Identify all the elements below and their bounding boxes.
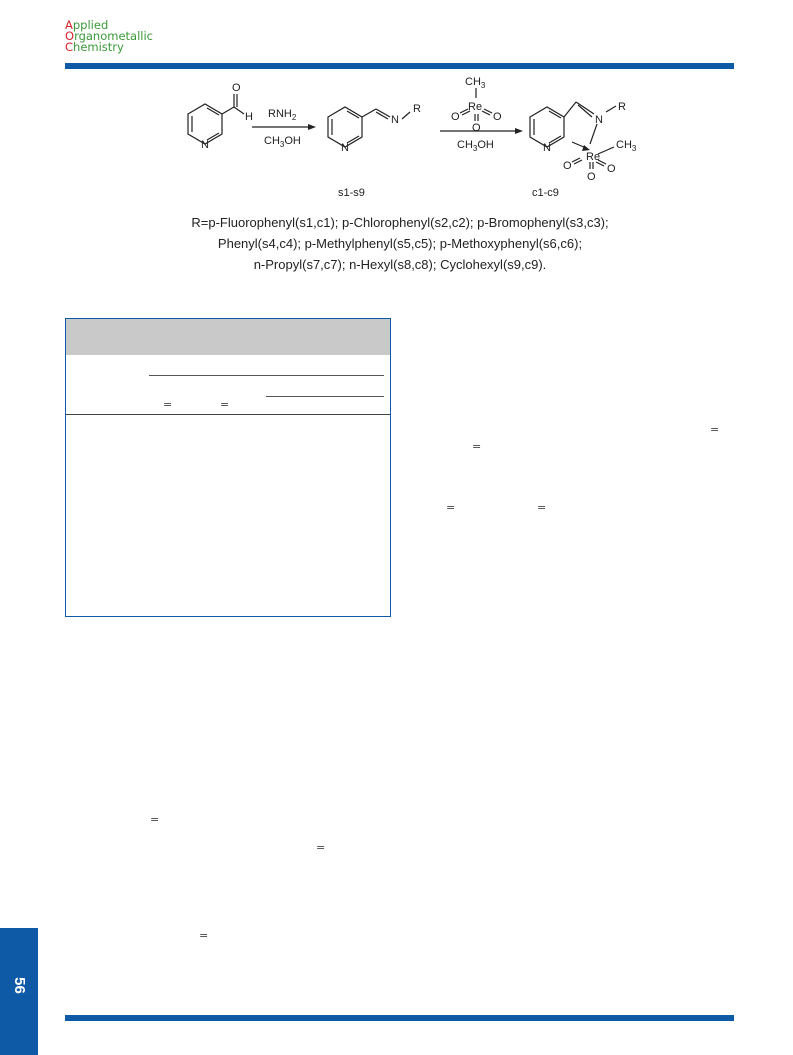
reaction-scheme <box>150 72 650 202</box>
compound-label-complexes: c1-c9 <box>532 187 559 199</box>
data-table <box>65 318 391 617</box>
equals-sign: = <box>220 398 230 411</box>
pyridine-ring <box>530 107 564 147</box>
logo-text: rganometallic <box>74 29 154 43</box>
pyridine-ring <box>188 104 222 144</box>
atom-label: O <box>472 122 481 134</box>
atom-label: N <box>341 142 349 154</box>
substituent-line: n-Propyl(s7,c7); n-Hexyl(s8,c8); Cyclohexyl(s9,c9). <box>253 257 547 272</box>
table-header-band <box>66 319 390 355</box>
substituent-definition <box>100 212 700 275</box>
logo-letter: O <box>65 29 75 43</box>
equals-sign: = <box>150 813 160 826</box>
logo-letter: C <box>65 40 74 54</box>
pyridine-ring <box>328 107 362 147</box>
equals-sign: = <box>537 501 547 514</box>
equals-sign: = <box>710 423 720 436</box>
atom-label: N <box>201 139 209 151</box>
journal-logo <box>65 20 153 53</box>
header-rule <box>65 63 734 69</box>
complex-methyl: $CH_3$ <box>616 139 637 153</box>
atom-label: N <box>543 142 551 154</box>
equals-sign: = <box>163 398 173 411</box>
atom-label: Re <box>468 101 483 113</box>
reagent-solvent: $CH_3OH$ <box>264 135 301 149</box>
atom-label: R <box>618 101 626 113</box>
substituent-line: Phenyl(s4,c4); p-Methylphenyl(s5,c5); p-Methoxyphenyl(s6,c6); <box>217 236 583 251</box>
equals-sign: = <box>199 929 209 942</box>
atom-label: O <box>587 171 596 183</box>
compound-label-ligands: s1-s9 <box>338 187 365 199</box>
page-number-text: 56 <box>10 976 28 994</box>
atom-label: N <box>391 114 399 126</box>
logo-text: pplied <box>72 18 109 32</box>
atom-label: Re <box>586 151 601 163</box>
atom-label: O <box>493 111 502 123</box>
logo-letter: A <box>65 18 73 32</box>
atom-label: O <box>232 82 241 94</box>
atom-label: R <box>413 103 421 115</box>
atom-label: O <box>563 160 572 172</box>
substituent-line: R=p-Fluorophenyl(s1,c1); p-Chlorophenyl(s2,c2); p-Bromophenyl(s3,c3); <box>191 215 609 230</box>
footer-rule <box>65 1015 734 1021</box>
atom-label: H <box>245 111 253 123</box>
reagent-rnh2: $RNH_2$ <box>268 108 297 122</box>
atom-label: O <box>451 111 460 123</box>
equals-sign: = <box>446 501 456 514</box>
reagent-solvent: $CH_3OH$ <box>457 139 494 153</box>
atom-label: O <box>607 163 616 175</box>
mto-methyl: $CH_3$ <box>465 76 486 90</box>
atom-label: N <box>595 114 603 126</box>
table-rule <box>266 396 384 397</box>
equals-sign: = <box>316 841 326 854</box>
reaction-scheme-drawing <box>150 72 650 202</box>
logo-text: hemistry <box>73 40 124 54</box>
table-rule <box>66 414 390 415</box>
table-rule <box>149 375 384 376</box>
page-number <box>0 935 38 1035</box>
equals-sign: = <box>472 440 482 453</box>
